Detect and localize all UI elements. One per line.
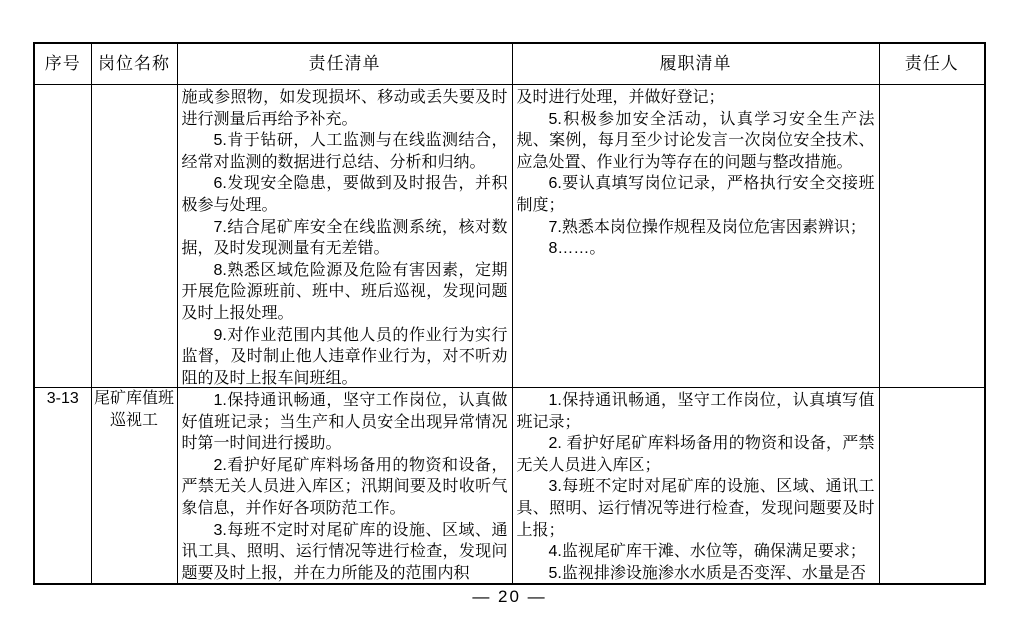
performance-paragraph: 5.监视排渗设施渗水水质是否变浑、水量是否 [548,564,866,582]
duty-paragraph: 6.发现安全隐患，要做到及时报告，并积极参与处理。 [181,175,508,214]
duty-paragraph: 9.对作业范围内其他人员的作业行为实行监督，及时制止他人违章作业行为，对不听劝阻的及时上报车间班组。 [181,326,508,386]
performance-paragraph: 2. 看护好尾矿库料场备用的物资和设备，严禁无关人员进入库区； [516,435,875,474]
performance-paragraph: 4.监视尾矿库干滩、水位等，确保满足要求； [548,543,866,561]
performance-list-content [513,85,879,386]
col-header-duty-list: 责任清单 [177,43,512,85]
performance-paragraph: 及时进行处理，并做好登记； [516,89,725,106]
performance-paragraph: 6.要认真填写岗位记录，严格执行安全交接班制度； [516,175,875,214]
performance-paragraph: 3.每班不定时对尾矿库的设施、区域、通讯工具、照明、运行情况等进行检查，发现问题要及时上报； [516,478,875,539]
cell-position: 尾矿库值班巡视工 [91,388,177,584]
table-header-row [34,43,985,85]
cell-responsible [879,85,985,388]
cell-position [91,85,177,388]
duty-paragraph: 8.熟悉区域危险源及危险有害因素，定期开展危险源班前、班中、班后巡视，发现问题及时上报处理。 [181,261,508,322]
performance-paragraph: 1.保持通讯畅通，坚守工作岗位，认真填写值班记录； [516,392,875,431]
duty-paragraph: 5.肯于钻研，人工监测与在线监测结合，经常对监测的数据进行总结、分析和归纳。 [181,132,508,171]
cell-duty-list [177,388,512,584]
col-header-seq: 序号 [34,43,91,85]
duty-paragraph: 施或参照物，如发现损坏、移动或丢失要及时进行测量后再给予补充。 [181,89,508,128]
col-header-position: 岗位名称 [91,43,177,85]
cell-seq [34,85,91,388]
duty-paragraph: 7.结合尾矿库安全在线监测系统，核对数据，及时发现测量有无差错。 [181,218,508,258]
col-header-responsible: 责任人 [879,43,985,85]
duty-paragraph: 1.保持通讯畅通，坚守工作岗位，认真做好值班记录；当生产和人员安全出现异常情况时第一时间进行援助。 [181,392,508,453]
cell-duty-list [177,85,512,388]
cell-seq: 3-13 [34,388,91,584]
cell-responsible [879,388,985,584]
cell-performance-list [512,388,879,584]
duty-list-content [178,85,512,386]
page-number: — 20 — [472,587,547,606]
duty-paragraph: 2.看护好尾矿库料场备用的物资和设备，严禁无关人员进入库区；汛期间要及时收听气象信息，并作好各项防范工作。 [181,456,508,517]
col-header-performance-list: 履职清单 [512,43,879,85]
performance-paragraph: 5.积极参加安全活动，认真学习安全生产法规、案例，每月至少讨论发言一次岗位安全技术、应急处置、作业行为等存在的问题与整改措施。 [516,110,875,171]
table-row [34,85,985,388]
performance-list-content [513,388,879,582]
cell-performance-list [512,85,879,388]
duty-list-content [178,388,512,582]
table-row [34,388,985,584]
responsibility-table [33,42,986,585]
performance-paragraph: 8……。 [548,240,606,258]
duty-paragraph: 3.每班不定时对尾矿库的设施、区域、通讯工具、照明、运行情况等进行检查，发现问题要及时上报，并在力所能及的范围内积 [181,521,508,582]
performance-paragraph: 7.熟悉本岗位操作规程及岗位危害因素辨识； [548,218,866,236]
